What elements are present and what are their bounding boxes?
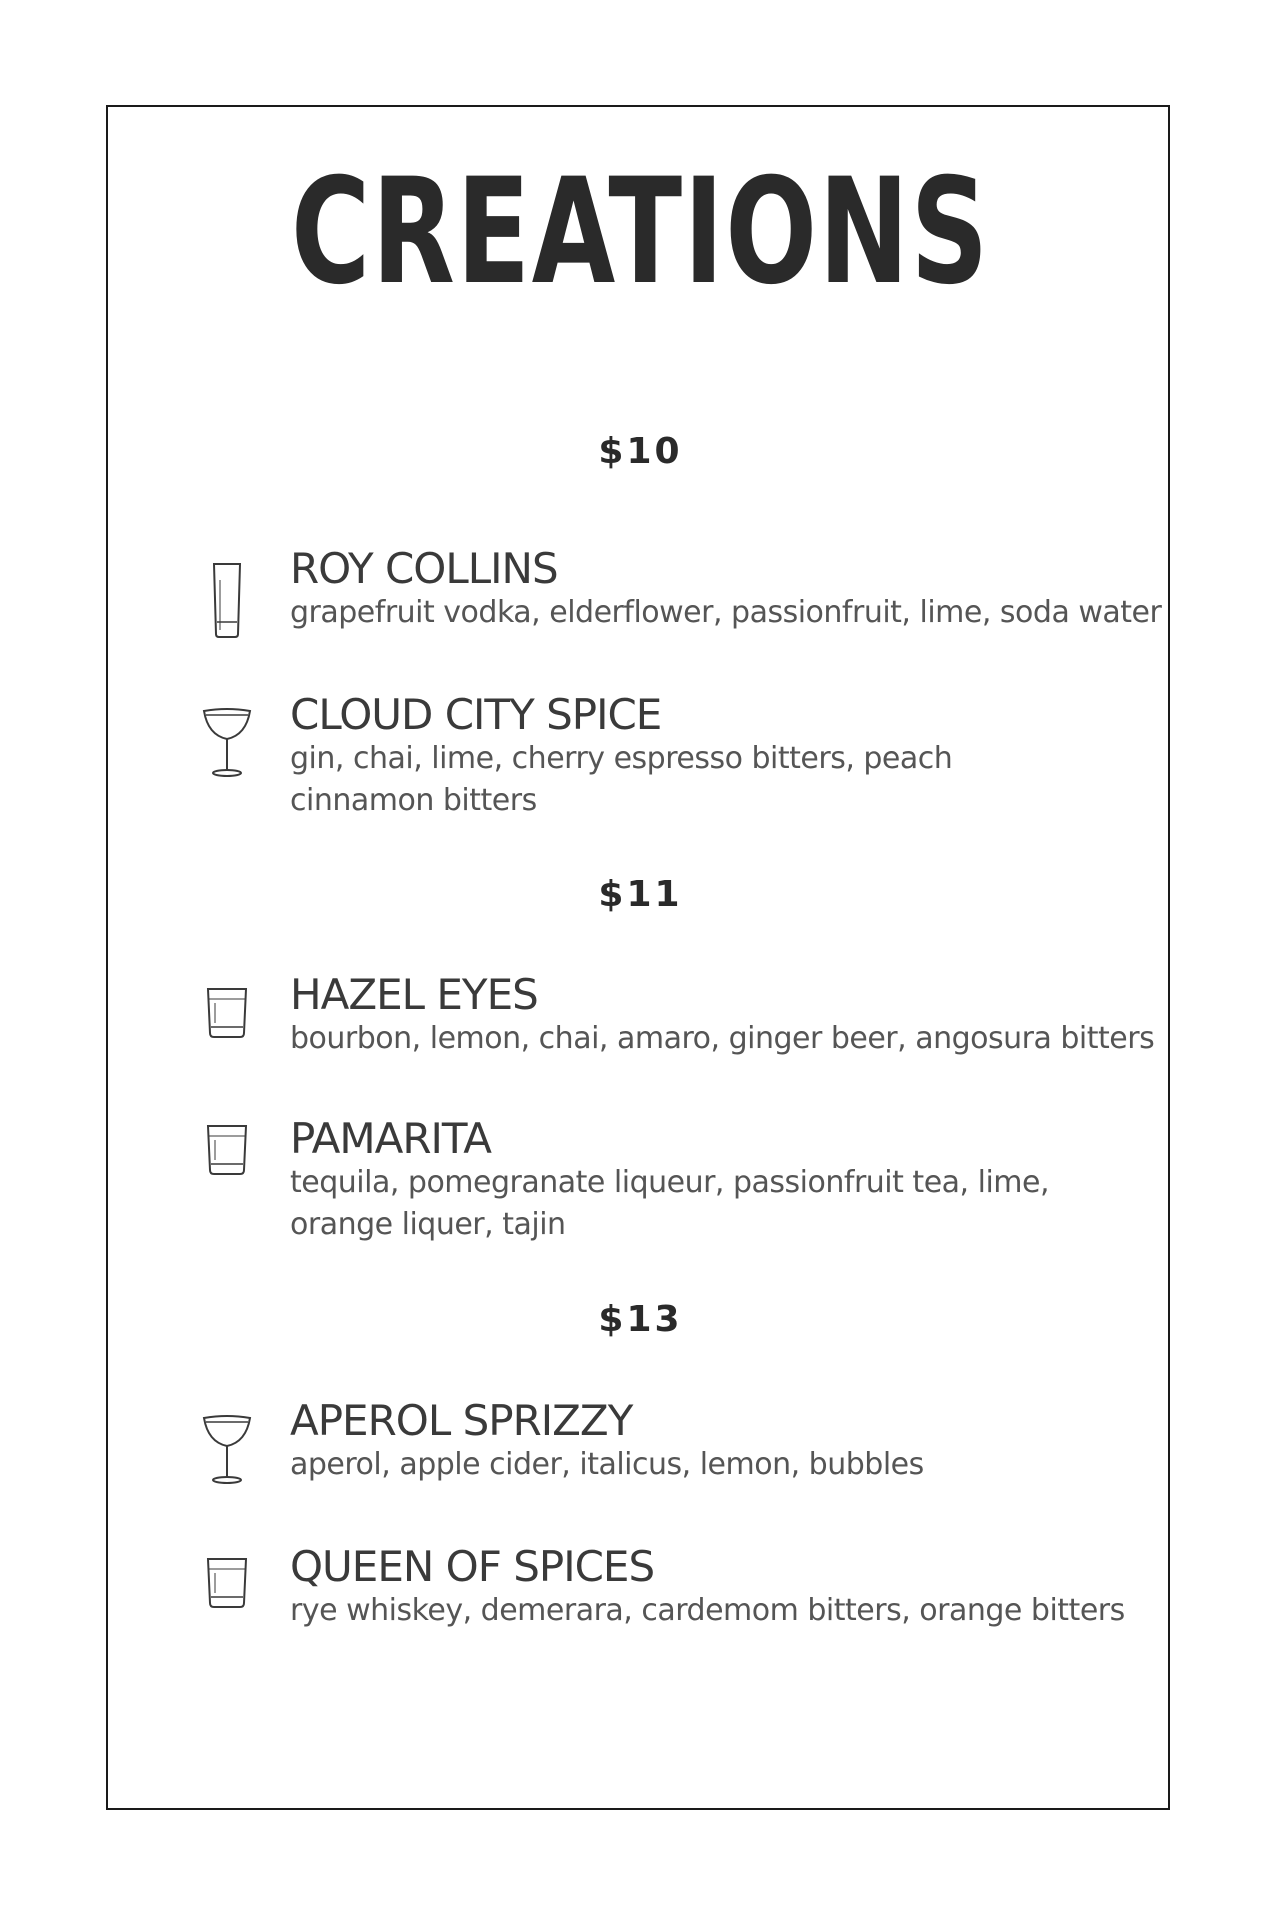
- item-name-pamarita: PAMARITA: [290, 1114, 492, 1163]
- item-name-cloud-city-spice: CLOUD CITY SPICE: [290, 690, 662, 739]
- item-description-hazel-eyes: bourbon, lemon, chai, amaro, ginger beer, angosura bitters: [290, 1021, 1155, 1056]
- coupe-glass-icon: [202, 1412, 252, 1492]
- price-heading-13: $13: [598, 1299, 683, 1340]
- price-heading-11: $11: [598, 874, 683, 915]
- highball-glass-icon: [202, 560, 252, 640]
- item-name-aperol-sprizzy: APEROL SPRIZZY: [290, 1396, 633, 1445]
- item-name-roy-collins: ROY COLLINS: [290, 544, 558, 593]
- item-description-roy-collins: grapefruit vodka, elderflower, passionfruit, lime, soda water: [290, 595, 1162, 630]
- item-name-queen-of-spices: QUEEN OF SPICES: [290, 1542, 655, 1591]
- rocks-glass-icon: [202, 1122, 252, 1202]
- item-description-queen-of-spices: rye whiskey, demerara, cardemom bitters, orange bitters: [290, 1593, 1125, 1628]
- item-name-hazel-eyes: HAZEL EYES: [290, 970, 538, 1019]
- menu-title: CREATIONS: [290, 147, 990, 317]
- coupe-glass-icon: [202, 705, 252, 785]
- price-heading-10: $10: [598, 431, 683, 472]
- item-description-pamarita: tequila, pomegranate liqueur, passionfruit tea, lime, orange liquer, tajin: [290, 1165, 1049, 1242]
- rocks-glass-icon: [202, 985, 252, 1065]
- rocks-glass-icon: [202, 1555, 252, 1635]
- item-description-cloud-city-spice: gin, chai, lime, cherry espresso bitters, peach cinnamon bitters: [290, 741, 953, 818]
- item-description-aperol-sprizzy: aperol, apple cider, italicus, lemon, bubbles: [290, 1447, 924, 1482]
